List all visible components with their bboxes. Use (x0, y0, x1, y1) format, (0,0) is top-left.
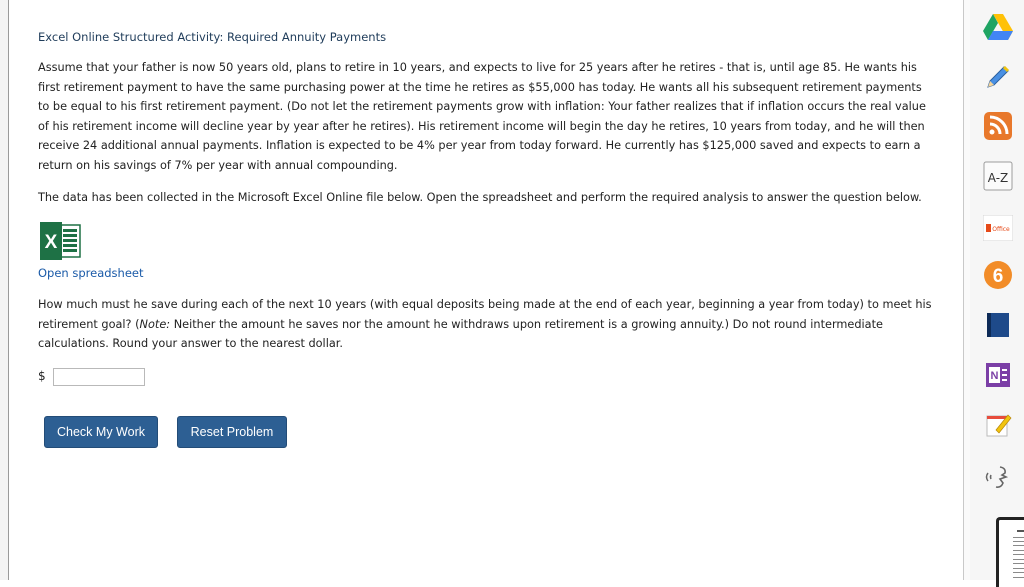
onenote-icon[interactable] (983, 360, 1013, 390)
left-window-edge (0, 0, 9, 580)
a-z-dictionary-icon[interactable] (983, 161, 1013, 191)
page-thumbnail-preview[interactable] (996, 517, 1024, 587)
question-text (38, 295, 933, 354)
google-drive-icon[interactable] (983, 12, 1013, 42)
answer-input[interactable] (53, 368, 145, 386)
excel-icon-letter: X (44, 232, 58, 253)
rss-feed-icon[interactable] (983, 111, 1013, 141)
svg-text:N: N (990, 370, 999, 382)
reset-problem-button[interactable]: Reset Problem (177, 416, 287, 448)
excel-icon[interactable] (38, 222, 82, 260)
question-part-2: Neither the amount he saves nor the amount he withdraws upon retirement is a growing annuity.) Do not round intermediate calculations. Round your answer to the nearest dollar. (38, 317, 883, 351)
question-part-1: How much must he save during each of the next 10 years (with equal deposits being made at the end of each year, beginning a year from today) to meet his retirement goal? ( (38, 298, 932, 331)
question-note-label: Note: (139, 317, 171, 331)
lastpass-icon[interactable] (983, 260, 1013, 290)
book-icon[interactable] (983, 310, 1013, 340)
data-note: The data has been collected in the Microsoft Excel Online file below. Open the spreadsheet and perform the required analysis to answer the question below. (38, 191, 922, 204)
pencil-icon[interactable] (983, 62, 1013, 92)
check-my-work-button[interactable]: Check My Work (44, 416, 158, 448)
svg-text:Office: Office (992, 226, 1010, 233)
office-icon[interactable] (983, 213, 1013, 243)
extension-dock (970, 0, 1024, 580)
notepad-icon[interactable] (983, 410, 1013, 440)
text-to-speech-icon[interactable] (983, 462, 1013, 492)
open-spreadsheet-link[interactable]: Open spreadsheet (38, 266, 144, 280)
currency-symbol: $ (38, 369, 46, 383)
svg-text:A-Z: A-Z (987, 171, 1009, 185)
problem-description: Assume that your father is now 50 years old, plans to retire in 10 years, and expects to live for 25 years after he retires - that is, until age 85. He wants his first retirement payment to have the same purchasing power at the time he retires as $55,000 has today. He wants all his subsequent retirement payments to be equal to his first retirement payment. (Do not let the retirement payments grow with inflation: Your father realizes that if inflation occurs the real value of his retirement income will decline year by year after he retires). His retirement income will begin the day he retires, 10 years from today, and he will then receive 24 additional annual payments. Inflation is expected to be 4% per year from today forward. He currently has $125,000 saved and expects to earn a return on his savings of 7% per year with annual compounding. (38, 61, 926, 172)
svg-text:6: 6 (992, 266, 1004, 287)
activity-title: Excel Online Structured Activity: Required Annuity Payments (38, 30, 387, 44)
